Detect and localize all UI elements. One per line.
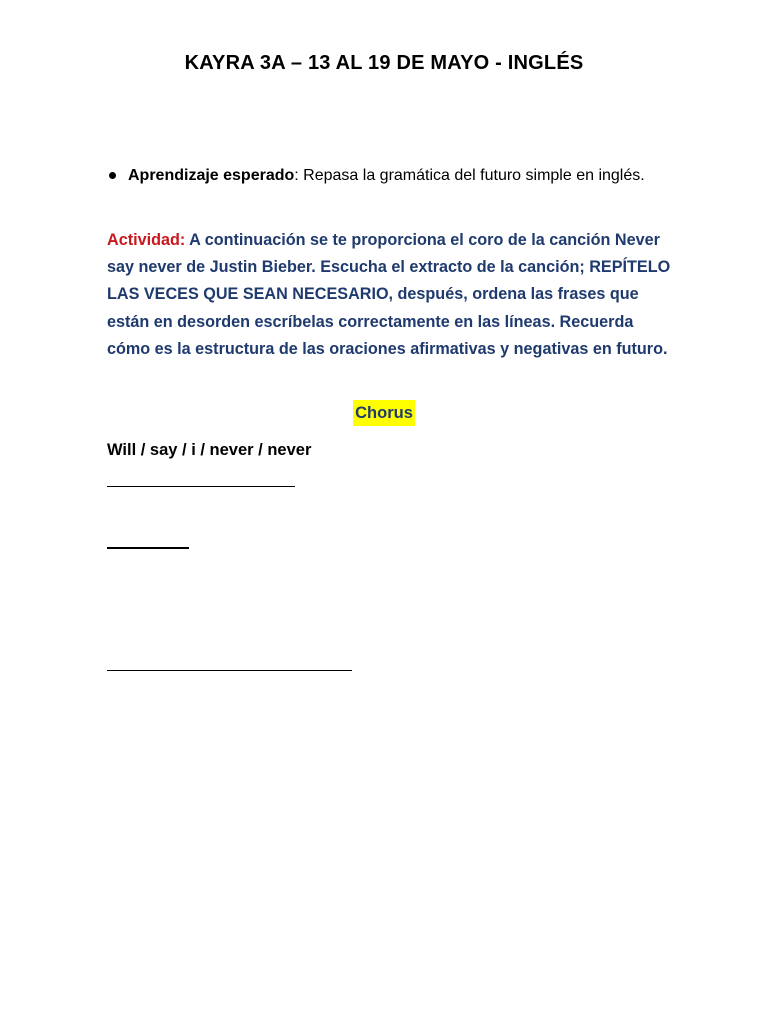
answer-line <box>107 486 295 487</box>
learning-goal-label: Aprendizaje esperado <box>128 167 295 184</box>
activity-label: Actividad: <box>107 231 186 249</box>
bullet-icon <box>109 172 116 179</box>
answer-line <box>107 670 352 671</box>
learning-goal-text: : Repasa la gramática del futuro simple en inglés. <box>294 167 645 184</box>
answer-line <box>107 547 189 549</box>
chorus-heading-wrap <box>0 400 768 426</box>
chorus-heading: Chorus <box>353 400 415 426</box>
activity-text: A continuación se te proporciona el coro de la canción Never say never de Justin Bieber. Escucha el extracto de la canción; REPÍTELO LAS VECES QUE SEAN NECESARIO, después, ordena las frases que están en desorden escríbelas correctamente en las líneas. Recuerda cómo es la estructura de las oraciones afirmativas y negativas en futuro. <box>107 231 671 358</box>
activity-instructions <box>107 227 672 363</box>
page-title: KAYRA 3A – 13 AL 19 DE MAYO - INGLÉS <box>184 52 584 74</box>
learning-goal <box>128 162 668 189</box>
scrambled-sentence: Will / say / i / never / never <box>107 441 312 459</box>
